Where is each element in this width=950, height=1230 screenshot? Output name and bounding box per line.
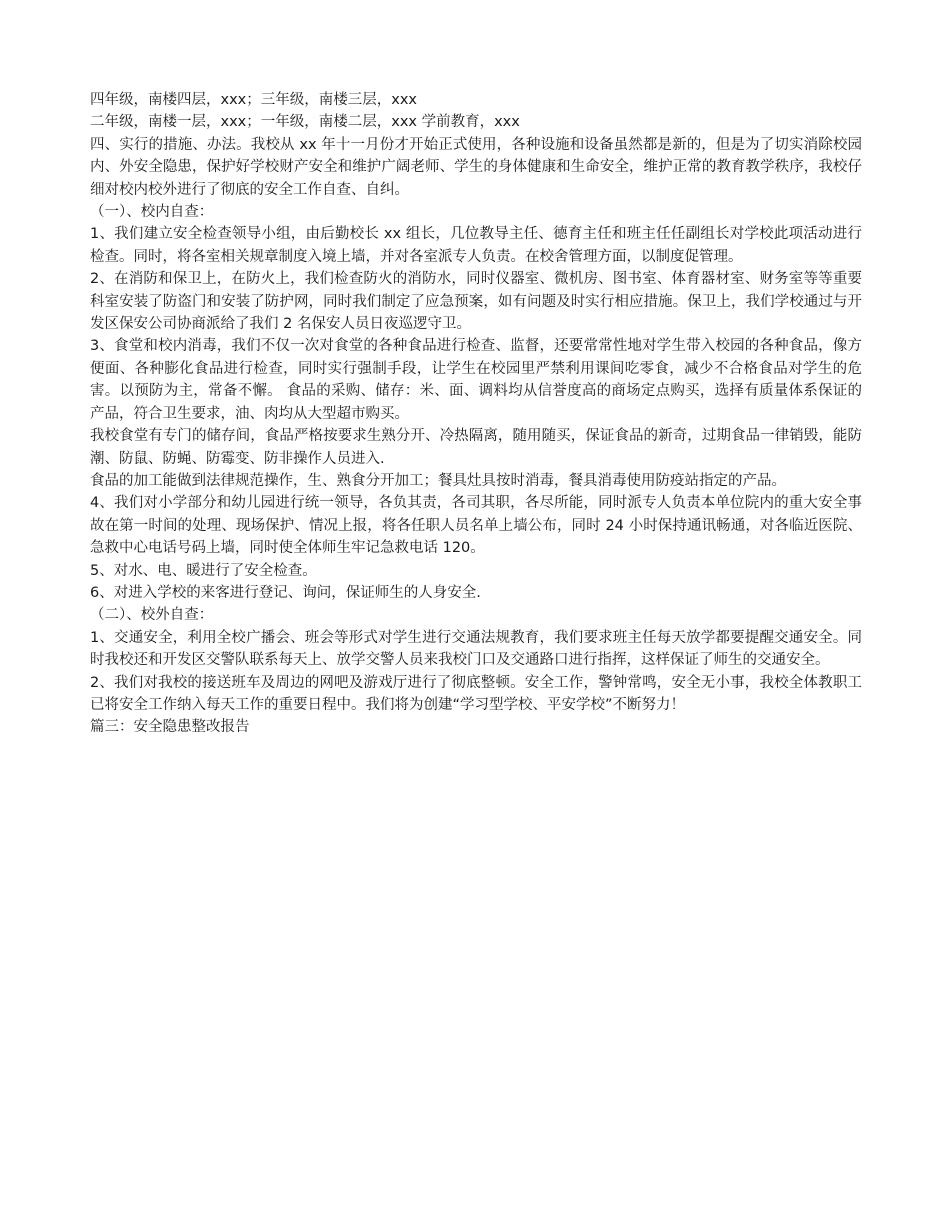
paragraph-measures: 四、实行的措施、办法。我校从 xx 年十一月份才开始正式使用，各种设施和设备虽然都是新的，但是为了切实消除校园内、外安全隐患，保护好学校财产安全和维护广阔老师、学生的身体健康和生命安全，维护正常的教育教学秩序，我校仔细对校内校外进行了彻底的安全工作自查、自纠。	[90, 136, 862, 198]
paragraph-item-4: 4、我们对小学部分和幼儿园进行统一领导，各负其责，各司其职，各尽所能，同时派专人负责本单位院内的重大安全事故在第一时间的处理、现场保护、情况上报，将各任职人员名单上墙公布，同时 24 小时保持通讯畅通，对各临近医院、急救中心电话号码上墙，同时使全体师生牢记急救电话 120。	[90, 495, 862, 557]
section-title-part-three: 篇三：安全隐患整改报告	[90, 719, 250, 736]
paragraph-item-6: 6、对进入学校的来客进行登记、询问，保证师生的人身安全.	[90, 584, 481, 601]
paragraph-external-item-2: 2、我们对我校的接送班车及周边的网吧及游戏厅进行了彻底整顿。安全工作，警钟常鸣，安全无小事，我校全体教职工已将安全工作纳入每天工作的重要日程中。我们将为创建“学习型学校、平安学校”不断努力！	[90, 674, 862, 713]
paragraph-item-2: 2、在消防和保卫上，在防火上，我们检查防火的消防水，同时仪器室、微机房、图书室、体育器材室、财务室等等重要科室安装了防盗门和安装了防护网，同时我们制定了应急预案，如有问题及时实行相应措施。保卫上，我们学校通过与开发区保安公司协商派给了我们 2 名保安人员日夜巡逻守卫。	[90, 271, 862, 333]
heading-internal-check: （一）、校内自查：	[90, 204, 214, 221]
document-body	[90, 89, 862, 739]
paragraph-item-1: 1、我们建立安全检查领导小组，由后勤校长 xx 组长，几位教导主任、德育主任和班主任任副组长对学校此项活动进行检查。同时，将各室相关规章制度入境上墙，并对各室派专人负责。在校舍管理方面，以制度促管理。	[90, 226, 862, 265]
heading-external-check: （二）、校外自查：	[90, 607, 214, 624]
paragraph-canteen-storage: 我校食堂有专门的储存间，食品严格按要求生熟分开、冷热隔离，随用随买，保证食品的新奇，过期食品一律销毁，能防潮、防鼠、防蝇、防霉变、防非操作人员进入.	[90, 428, 862, 467]
paragraph-grade-two-one: 二年级，南楼一层，xxx；一年级，南楼二层，xxx 学前教育，xxx	[90, 114, 520, 131]
paragraph-external-item-1: 1、交通安全，利用全校广播会、班会等形式对学生进行交通法规教育，我们要求班主任每天放学都要提醒交通安全。同时我校还和开发区交警队联系每天上、放学交警人员来我校门口及交通路口进行指挥，这样保证了师生的交通安全。	[90, 629, 862, 669]
paragraph-food-processing: 食品的加工能做到法律规范操作，生、熟食分开加工；餐具灶具按时消毒，餐具消毒使用防疫站指定的产品。	[90, 472, 786, 489]
paragraph-grade-four-three: 四年级，南楼四层，xxx；三年级，南楼三层，xxx	[90, 92, 417, 108]
paragraph-item-3: 3、食堂和校内消毒，我们不仅一次对食堂的各种食品进行检查、监督，还要常常性地对学生带入校园的各种食品，像方便面、各种膨化食品进行检查，同时实行强制手段，让学生在校园里严禁利用课间吃零食，减少不合格食品对学生的危害。以预防为主，常备不懈。 食品的采购、储存：米、面、调料均从信誉度高的商场定点购买，选择有质量体系保证的产品，符合卫生要求，油、肉均从大型超市购买。	[90, 338, 862, 422]
paragraph-item-5: 5、对水、电、暖进行了安全检查。	[90, 562, 317, 579]
